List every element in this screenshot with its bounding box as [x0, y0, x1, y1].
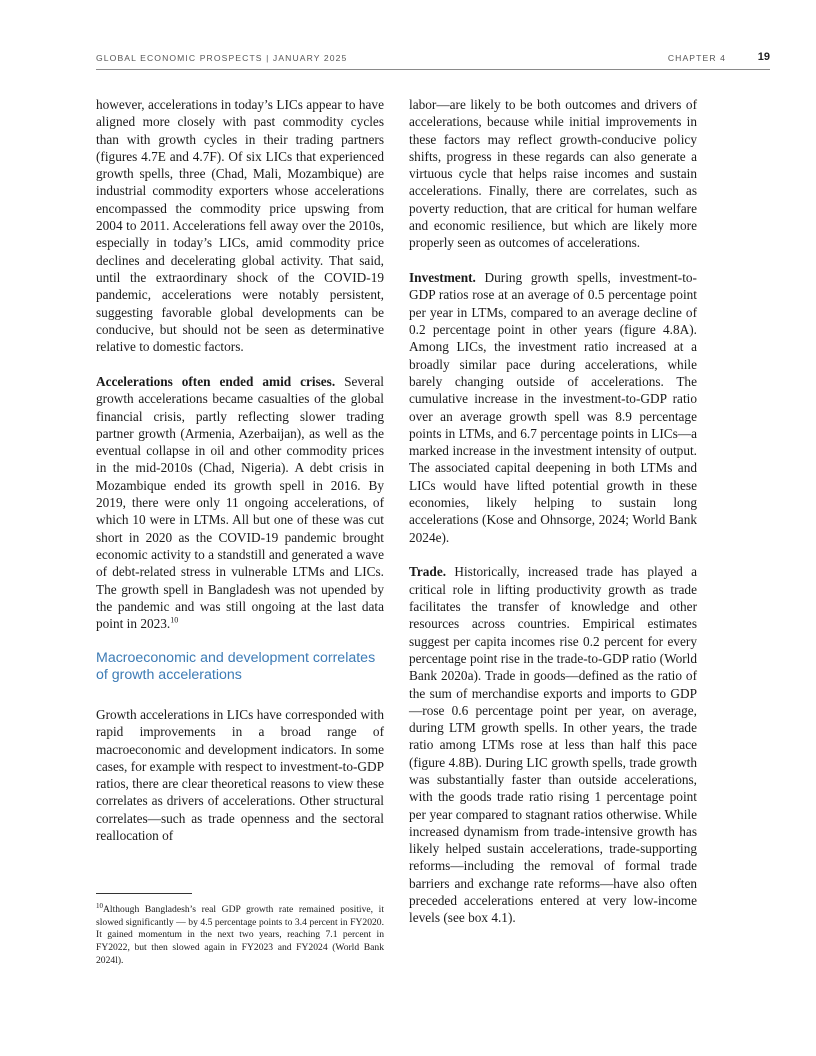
section-heading: Macroeconomic and development correlates of growth accelerations	[96, 649, 376, 684]
paragraph-text: During growth spells, investment-to-GDP ratios rose at an average of 0.5 percentage point per year in LTMs, compared to an average decline of 0.2 percentage point in other years (figure 4.8A). Among LICs, the investment ratio increased at a broadly similar pace during accelerations, while barely changing outside of accelerations. The cumulative increase in the investment-to-GDP ratio over an average growth spell was 8.9 percentage points in LTMs, and 6.7 percentage points in LICs—a marked increase in the investment intensity of output. The associated capital deepening in both LTMs and LICs would have lifted potential growth in these economies, likely helping to sustain long accelerations (Kose and Ohnsorge, 2024; World Bank 2024e).	[409, 270, 697, 545]
paragraph-lead: Trade.	[409, 564, 447, 580]
body-paragraph	[409, 269, 697, 546]
paragraph-lead: Investment.	[409, 270, 476, 286]
page-number: 19	[757, 51, 770, 63]
chapter-label: CHAPTER 4	[667, 53, 726, 63]
footnote-marker[interactable]: 10	[170, 615, 179, 625]
footnote	[96, 901, 384, 968]
publication-title: GLOBAL ECONOMIC PROSPECTS | JANUARY 2025	[96, 53, 348, 63]
paragraph-text: Several growth accelerations became casualties of the global financial crisis, partly reflecting slower trading partner growth (Armenia, Azerbaijan), as well as the eventual collapse in oil and other commodity prices in the mid-2010s (Chad, Nigeria). A debt crisis in Mozambique ended its growth spell in 2016. By 2019, there were only 11 ongoing accelerations, of which 10 were in LTMs. All but one of these was cut short in 2020 as the COVID-19 pandemic brought economic activity to a standstill and generated a wave of debt-related stress in vulnerable LTMs and LICs. The growth spell in Bangladesh was not upended by the pandemic and was still ongoing at the last data point in 2023.	[96, 373, 384, 632]
right-column	[409, 96, 697, 944]
body-paragraph: labor—are likely to be both outcomes and drivers of accelerations, because while initial improvements in these factors may reflect growth-conducive policy shifts, progress in these regards can also generate a virtuous cycle that helps raise incomes and sustain accelerations. Finally, there are correlates, such as poverty reduction, that are critical for human welfare and economic resilience, but which are likely more properly seen as outcomes of accelerations.	[409, 97, 697, 251]
running-header	[96, 51, 770, 70]
body-paragraph: however, accelerations in today’s LICs appear to have aligned more closely with past commodity cycles than with growth cycles in their trading partners (figures 4.7E and 4.7F). Of six LICs that experienced growth spells, three (Chad, Mali, Mozambique) are industrial commodity exporters whose accelerations encompassed the commodity price upswing from 2004 to 2011. Accelerations fell away over the 2010s, especially in today’s LICs, amid commodity price declines and decelerating global activity. That said, until the extraordinary shock of the COVID-19 pandemic, accelerations were notably persistent, suggesting favorable global developments can be conducive, but should not be seen as determinative relative to domestic factors.	[96, 97, 384, 355]
paragraph-lead: Accelerations often ended amid crises.	[96, 373, 336, 389]
paragraph-text: Historically, increased trade has played a critical role in lifting productivity growth as trade facilitates the transfer of knowledge and other resources across countries. Empirical estimates suggest per capita incomes rise 0.2 percent for every percentage point rise in the trade-to-GDP ratio (World Bank 2020a). Trade in goods—defined as the ratio of the sum of merchandise exports and imports to GDP—rose 0.6 percentage point per year, on average, during LTM growth spells. In other years, the trade ratio among LTMs rose at less than half this pace (figure 4.8B). During LIC growth spells, trade growth was substantially faster than outside accelerations, with the goods trade ratio rising 1 percentage point per year compared to stagnant ratios otherwise. While increased dynamism from trade-intensive growth has likely helped sustain accelerations, trade-supporting reforms—including the removal of formal trade barriers and exchange rate reforms—have also often preceded accelerations entered at very low-income levels (see box 4.1).	[409, 564, 697, 926]
body-paragraph: Growth accelerations in LICs have corresponded with rapid improvements in a broad range of macroeconomic and development indicators. In some cases, for example with respect to investment-to-GDP ratios, there are clear theoretical reasons to view these correlates as drivers of accelerations. Other structural correlates—such as trade openness and the sectoral reallocation of	[96, 706, 384, 843]
body-paragraph	[409, 563, 697, 926]
footnote-number: 10	[96, 901, 103, 910]
body-paragraph	[96, 373, 384, 632]
footnote-divider	[96, 893, 192, 894]
footnote-text: Although Bangladesh’s real GDP growth rate remained positive, it slowed significantly — by 4.5 percentage points to 3.4 percent in FY2020. It gained momentum in the next two years, reaching 7.1 percent in FY2022, but then slowed again in FY2023 and FY2024 (World Bank 2024l).	[96, 904, 384, 966]
left-column	[96, 96, 384, 862]
